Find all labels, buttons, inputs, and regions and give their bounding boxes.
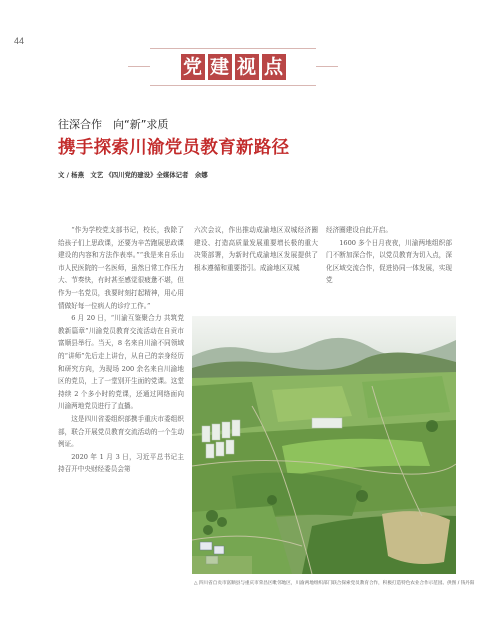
paragraph: 2020 年 1 月 3 日，习近平总书记主持召开中央财经委员会第 [58, 452, 184, 474]
column-header [150, 48, 316, 86]
article-column-1 [58, 224, 184, 574]
column-title-char: 视 [235, 54, 259, 80]
kicker: 往深合作 向“新”求质 [58, 118, 169, 131]
paragraph: 六次会议，作出推动成渝地区双城经济圈建设、打造高质量发展重要增长极的重大决策部署，为新时代成渝地区发展提供了根本遵循和重要指引。成渝地区双城 [194, 226, 318, 272]
article-column-2 [194, 224, 318, 274]
page-number: 44 [14, 36, 25, 46]
aerial-farmland-photo [192, 316, 456, 574]
paragraph: 这是四川省委组织部携手重庆市委组织部，联合开展党员教育交流活动的一个生动例证。 [58, 414, 184, 449]
column-title [181, 54, 286, 80]
photo-caption: △ 四川省自贡市富顺县与重庆市荣昌区毗邻地区，川渝两地组织部门联合探索党员教育合作，积极打造特色农业合作示范园。供图 / 钱丹阳 [194, 581, 475, 586]
aerial-farmland-illustration [192, 316, 456, 574]
article-column-3 [326, 224, 452, 287]
paragraph: 1600 多个日月夜夜，川渝两地组织部门不断加深合作，以党员教育为切入点，深化区域交流合作，促进协同一体发展，实现党 [326, 238, 452, 285]
paragraph: 6 月 20 日，“川渝互鉴聚合力 共筑党教新篇章”川渝党员教育交流活动在自贡市富顺县举行。当天，8 名来自川渝不同领域的“讲师”先后走上讲台，从自己的亲身经历和研究方向，为现场 200 余名来自川渝地区的党员，上了一堂别开生面的党课。这堂持续 2 个多小时的党课，还通过网络面向川渝两地党员进行了直播。 [58, 314, 184, 411]
paragraph: 经济圈建设自此开启。 [326, 226, 392, 234]
paragraph: “作为学校党支部书记，校长，我除了给孩子们上思政课，还要为辛苦跑展思政课建设的内容和方法作表率。”“我是来自乐山市人民医院的一名医师，虽然日常工作压力大、节奏快，有时甚至感觉很疲惫不堪，但作为一名党员，我要时刻打起精神，用心用情做好每一位病人的诊疗工作。” [58, 226, 184, 310]
column-title-char: 党 [181, 54, 205, 80]
column-title-char: 建 [208, 54, 232, 80]
byline: 文 / 杨燕 文艺 《四川党的建设》全媒体记者 余娜 [58, 171, 208, 179]
headline: 携手探索川渝党员教育新路径 [58, 138, 290, 158]
column-title-char: 点 [262, 54, 286, 80]
